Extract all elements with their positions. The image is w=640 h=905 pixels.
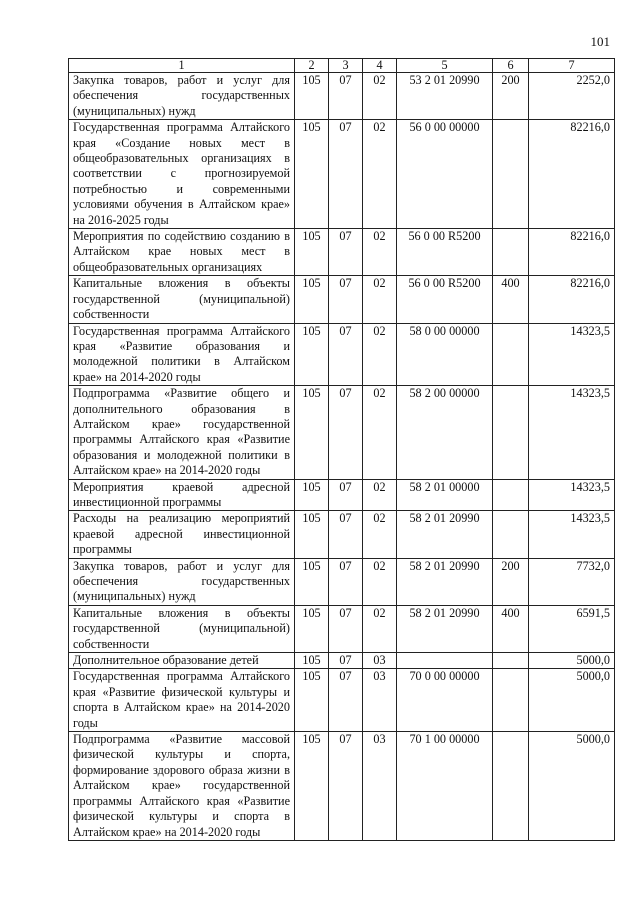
row-name: Расходы на реализацию мероприятий краевой адресной инвестиционной программы xyxy=(69,511,295,558)
row-ved: 105 xyxy=(295,229,329,276)
row-ved: 105 xyxy=(295,323,329,386)
header-cell-2: 2 xyxy=(295,59,329,73)
row-ved: 105 xyxy=(295,669,329,732)
row-pr: 02 xyxy=(363,229,397,276)
header-cell-7: 7 xyxy=(529,59,615,73)
row-rz: 07 xyxy=(329,276,363,323)
table-row xyxy=(69,120,615,229)
row-pr: 02 xyxy=(363,605,397,652)
row-vr: 200 xyxy=(493,73,529,120)
row-sum: 14323,5 xyxy=(529,479,615,511)
row-vr xyxy=(493,653,529,669)
header-cell-4: 4 xyxy=(363,59,397,73)
row-rz: 07 xyxy=(329,323,363,386)
row-ved: 105 xyxy=(295,386,329,479)
row-ved: 105 xyxy=(295,479,329,511)
header-cell-3: 3 xyxy=(329,59,363,73)
row-sum: 6591,5 xyxy=(529,605,615,652)
row-sum: 5000,0 xyxy=(529,732,615,841)
row-sum: 82216,0 xyxy=(529,229,615,276)
row-name: Государственная программа Алтайского края «Развитие физической культуры и спорта в Алтайском крае» на 2014-2020 годы xyxy=(69,669,295,732)
row-ved: 105 xyxy=(295,732,329,841)
row-ved: 105 xyxy=(295,605,329,652)
row-rz: 07 xyxy=(329,558,363,605)
table-row xyxy=(69,511,615,558)
table-row xyxy=(69,73,615,120)
row-sum: 7732,0 xyxy=(529,558,615,605)
row-name: Подпрограмма «Развитие массовой физической культуры и спорта, формирование здорового образа жизни в Алтайском крае» государственной программы Алтайского края «Развитие физической культуры и спорта в Алтайском крае» на 2014-2020 годы xyxy=(69,732,295,841)
row-vr xyxy=(493,120,529,229)
row-rz: 07 xyxy=(329,229,363,276)
row-sum: 14323,5 xyxy=(529,323,615,386)
row-rz: 07 xyxy=(329,120,363,229)
row-name: Закупка товаров, работ и услуг для обеспечения государственных (муниципальных) нужд xyxy=(69,558,295,605)
row-csr: 56 0 00 00000 xyxy=(397,120,493,229)
row-csr: 58 2 01 20990 xyxy=(397,558,493,605)
row-vr xyxy=(493,229,529,276)
row-name: Капитальные вложения в объекты государственной (муниципальной) собственности xyxy=(69,276,295,323)
table-row xyxy=(69,653,615,669)
row-ved: 105 xyxy=(295,653,329,669)
table-row xyxy=(69,276,615,323)
row-pr: 02 xyxy=(363,323,397,386)
row-rz: 07 xyxy=(329,653,363,669)
row-vr xyxy=(493,386,529,479)
row-sum: 2252,0 xyxy=(529,73,615,120)
budget-table xyxy=(68,58,615,841)
row-vr xyxy=(493,479,529,511)
row-name: Закупка товаров, работ и услуг для обеспечения государственных (муниципальных) нужд xyxy=(69,73,295,120)
row-csr: 56 0 00 R5200 xyxy=(397,276,493,323)
row-csr: 58 2 00 00000 xyxy=(397,386,493,479)
row-rz: 07 xyxy=(329,605,363,652)
row-name: Мероприятия краевой адресной инвестиционной программы xyxy=(69,479,295,511)
row-csr: 58 2 01 20990 xyxy=(397,605,493,652)
row-pr: 03 xyxy=(363,732,397,841)
row-sum: 5000,0 xyxy=(529,669,615,732)
row-vr: 200 xyxy=(493,558,529,605)
row-ved: 105 xyxy=(295,511,329,558)
row-sum: 82216,0 xyxy=(529,120,615,229)
row-rz: 07 xyxy=(329,732,363,841)
table-row xyxy=(69,605,615,652)
table-row xyxy=(69,558,615,605)
row-csr: 70 0 00 00000 xyxy=(397,669,493,732)
row-pr: 03 xyxy=(363,653,397,669)
row-sum: 14323,5 xyxy=(529,511,615,558)
row-name: Государственная программа Алтайского края «Создание новых мест в общеобразовательных организациях в соответствии с прогнозируемой потребностью и современными условиями обучения в Алтайском крае» на 2016-2025 годы xyxy=(69,120,295,229)
row-sum: 5000,0 xyxy=(529,653,615,669)
row-pr: 03 xyxy=(363,669,397,732)
row-rz: 07 xyxy=(329,511,363,558)
table-row xyxy=(69,229,615,276)
header-cell-6: 6 xyxy=(493,59,529,73)
row-rz: 07 xyxy=(329,73,363,120)
row-csr: 53 2 01 20990 xyxy=(397,73,493,120)
row-name: Мероприятия по содействию созданию в Алтайском крае новых мест в общеобразовательных организациях xyxy=(69,229,295,276)
row-ved: 105 xyxy=(295,120,329,229)
row-csr: 58 2 01 00000 xyxy=(397,479,493,511)
row-rz: 07 xyxy=(329,669,363,732)
row-ved: 105 xyxy=(295,558,329,605)
row-vr xyxy=(493,669,529,732)
row-pr: 02 xyxy=(363,73,397,120)
row-pr: 02 xyxy=(363,120,397,229)
row-sum: 14323,5 xyxy=(529,386,615,479)
row-pr: 02 xyxy=(363,479,397,511)
row-name: Дополнительное образование детей xyxy=(69,653,295,669)
row-ved: 105 xyxy=(295,276,329,323)
row-csr: 56 0 00 R5200 xyxy=(397,229,493,276)
row-vr xyxy=(493,323,529,386)
row-rz: 07 xyxy=(329,386,363,479)
table-row xyxy=(69,732,615,841)
row-csr: 70 1 00 00000 xyxy=(397,732,493,841)
row-pr: 02 xyxy=(363,386,397,479)
row-name: Капитальные вложения в объекты государственной (муниципальной) собственности xyxy=(69,605,295,652)
table-row xyxy=(69,323,615,386)
header-row xyxy=(69,59,615,73)
row-name: Государственная программа Алтайского края «Развитие образования и молодежной политики в Алтайском крае» на 2014-2020 годы xyxy=(69,323,295,386)
row-sum: 82216,0 xyxy=(529,276,615,323)
row-pr: 02 xyxy=(363,511,397,558)
row-csr: 58 0 00 00000 xyxy=(397,323,493,386)
row-vr: 400 xyxy=(493,605,529,652)
table-row xyxy=(69,386,615,479)
row-vr: 400 xyxy=(493,276,529,323)
row-vr xyxy=(493,732,529,841)
row-pr: 02 xyxy=(363,558,397,605)
table-row xyxy=(69,479,615,511)
row-csr: 58 2 01 20990 xyxy=(397,511,493,558)
row-name: Подпрограмма «Развитие общего и дополнительного образования в Алтайском крае» государственной программы Алтайского края «Развитие образования и молодежной политики в Алтайском крае» на 2014-2020 годы xyxy=(69,386,295,479)
row-csr xyxy=(397,653,493,669)
row-pr: 02 xyxy=(363,276,397,323)
header-cell-1: 1 xyxy=(69,59,295,73)
table-row xyxy=(69,669,615,732)
row-vr xyxy=(493,511,529,558)
page-number: 101 xyxy=(590,34,610,49)
row-rz: 07 xyxy=(329,479,363,511)
header-cell-5: 5 xyxy=(397,59,493,73)
row-ved: 105 xyxy=(295,73,329,120)
